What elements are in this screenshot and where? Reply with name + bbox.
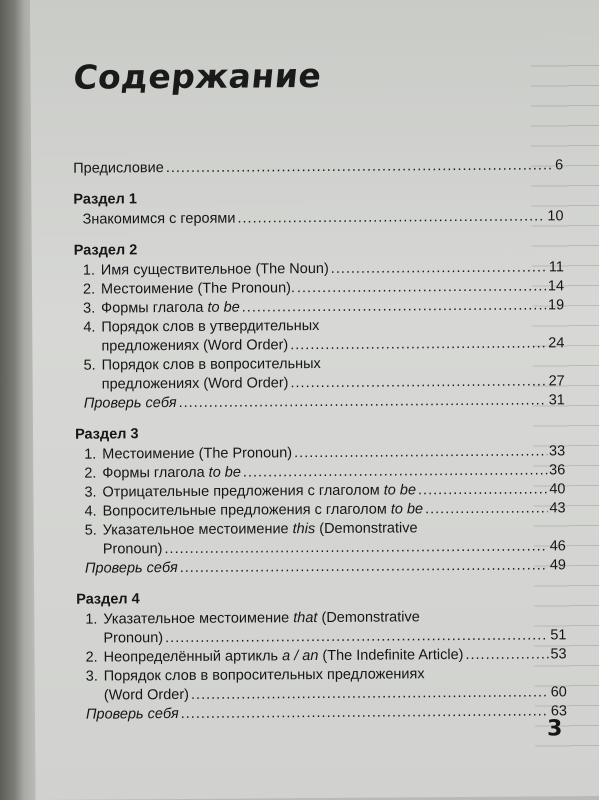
toc-page-number: 40 xyxy=(549,481,566,498)
entry-number: 1. xyxy=(84,446,97,463)
self-check-label: Проверь себя xyxy=(85,705,179,723)
toc-entry-text xyxy=(83,356,320,374)
toc-entry-self-check xyxy=(75,391,565,413)
toc-entry-text xyxy=(86,666,425,684)
dot-leader xyxy=(180,556,548,578)
entry-title: Формы глагола xyxy=(102,464,205,482)
dot-leader xyxy=(331,258,547,279)
dot-leader xyxy=(181,702,549,724)
entry-number: 3. xyxy=(84,484,97,501)
section-heading: Раздел 2 xyxy=(73,242,138,259)
entry-number: 2. xyxy=(85,649,98,666)
entry-title: Местоимение (The Pronoun) xyxy=(102,445,293,463)
dot-leader xyxy=(178,391,546,413)
entry-number: 5. xyxy=(84,522,97,539)
entry-continuation: (Word Order) xyxy=(103,686,190,704)
entry-term: to be xyxy=(390,501,424,518)
toc-section xyxy=(76,585,567,724)
toc-page-number: 36 xyxy=(549,462,566,479)
entry-number: 2. xyxy=(84,465,97,482)
toc-entry-text xyxy=(84,464,241,484)
entry-number: 4. xyxy=(83,319,96,336)
toc-entry-text xyxy=(83,279,295,299)
self-check-label: Проверь себя xyxy=(83,394,177,412)
section-heading: Раздел 4 xyxy=(76,591,140,608)
toc-section xyxy=(73,185,563,229)
dot-leader xyxy=(191,683,549,704)
toc-entry-text xyxy=(82,210,235,230)
entry-title: Указательное местоимение xyxy=(103,610,290,628)
entry-continuation: Pronoun) xyxy=(103,630,164,647)
entry-number: 4. xyxy=(84,503,97,520)
entry-tail: (Demonstrative xyxy=(321,609,420,626)
toc-entry-text xyxy=(86,646,464,668)
toc-entry-text xyxy=(85,520,418,538)
dot-leader xyxy=(425,499,547,519)
toc-entry-text xyxy=(83,299,240,319)
entry-number: 3. xyxy=(83,300,96,317)
entry-term: a / an xyxy=(282,648,319,665)
entry-number: 5. xyxy=(83,357,96,374)
entry-title: Местоимение (The Pronoun). xyxy=(100,280,296,298)
entry-title: Порядок слов в вопросительных предложениях xyxy=(103,666,425,685)
toc-page-number: 60 xyxy=(550,684,567,701)
toc-entry-text xyxy=(85,609,420,627)
dot-leader xyxy=(242,296,546,317)
entry-title: Отрицательные предложения с глаголом xyxy=(102,482,380,501)
toc-section xyxy=(75,420,566,578)
entry-title: Порядок слов в вопросительных xyxy=(101,355,321,374)
toc-entry-continuation xyxy=(74,334,564,356)
dot-leader xyxy=(243,461,547,482)
toc-entry-text xyxy=(83,318,319,336)
dot-leader xyxy=(290,372,546,393)
entry-number: 1. xyxy=(82,262,96,279)
dot-leader xyxy=(297,277,546,298)
toc-page-number: 63 xyxy=(550,703,568,720)
toc-entry xyxy=(76,499,566,521)
section-heading: Раздел 3 xyxy=(74,426,139,443)
entry-title: Указательное местоимение xyxy=(102,521,289,539)
page-number: 3 xyxy=(547,716,563,742)
entry-title: Порядок слов в утвердительных xyxy=(101,317,320,336)
self-check-label: Проверь себя xyxy=(84,559,178,577)
toc-page-number: 51 xyxy=(550,627,567,644)
toc-entry xyxy=(73,207,563,229)
toc-entry-self-check xyxy=(76,556,566,578)
toc-page-number: 6 xyxy=(555,157,564,174)
toc-entry-text xyxy=(84,481,416,502)
toc-entry xyxy=(77,645,567,667)
entry-number: 1. xyxy=(85,611,98,628)
entry-continuation: Pronoun) xyxy=(102,541,163,558)
toc-entry-preface xyxy=(73,156,563,178)
entry-continuation: предложениях (Word Order) xyxy=(101,375,289,393)
section-heading: Раздел 1 xyxy=(73,191,137,208)
dot-leader xyxy=(166,156,553,178)
toc-page-number: 31 xyxy=(548,392,565,409)
table-of-contents xyxy=(73,156,567,724)
toc-entry-text xyxy=(85,500,424,521)
toc-page-number: 19 xyxy=(547,297,565,314)
book-page xyxy=(30,0,599,800)
dot-leader xyxy=(290,334,546,355)
dot-leader xyxy=(465,645,548,665)
entry-number: 3. xyxy=(85,668,98,685)
entry-title: Знакомимся с героями xyxy=(82,210,236,228)
toc-page-number: 27 xyxy=(548,373,565,390)
toc-entry-label: Предисловие xyxy=(73,160,164,177)
toc-section xyxy=(74,236,565,413)
toc-page-number: 11 xyxy=(548,259,564,276)
dot-leader xyxy=(294,442,547,463)
toc-entry-text xyxy=(84,444,292,464)
entry-title: Неопределённый артикль xyxy=(103,648,279,666)
entry-title: Имя существительное (The Noun) xyxy=(100,260,329,279)
entry-term: this xyxy=(292,521,316,538)
entry-title: Формы глагола xyxy=(101,299,204,317)
toc-sections xyxy=(73,185,567,724)
toc-entry xyxy=(74,296,564,318)
toc-page-number: 33 xyxy=(548,443,566,460)
toc-entry-self-check xyxy=(77,702,567,724)
entry-term: to be xyxy=(208,464,241,481)
entry-continuation: предложениях (Word Order) xyxy=(101,337,289,355)
dot-leader xyxy=(237,207,545,228)
toc-page-number: 49 xyxy=(549,557,567,574)
entry-term: to be xyxy=(207,299,240,316)
toc-page-number: 24 xyxy=(548,335,565,352)
page-title: Содержание xyxy=(71,55,324,97)
entry-number: 2. xyxy=(82,281,96,298)
entry-tail: (The Indefinite Article) xyxy=(322,646,464,664)
toc-entry-text xyxy=(83,260,329,281)
entry-term: to be xyxy=(383,482,417,499)
dot-leader xyxy=(418,480,547,500)
entry-term: that xyxy=(293,610,318,627)
toc-page-number: 46 xyxy=(549,538,566,555)
entry-tail: (Demonstrative xyxy=(319,520,418,537)
toc-page-number: 53 xyxy=(550,646,567,663)
toc-page-number: 14 xyxy=(547,278,565,295)
toc-page-number: 43 xyxy=(549,500,566,517)
entry-title: Вопросительные предложения с глаголом xyxy=(102,501,387,520)
toc-page-number: 10 xyxy=(547,208,564,225)
